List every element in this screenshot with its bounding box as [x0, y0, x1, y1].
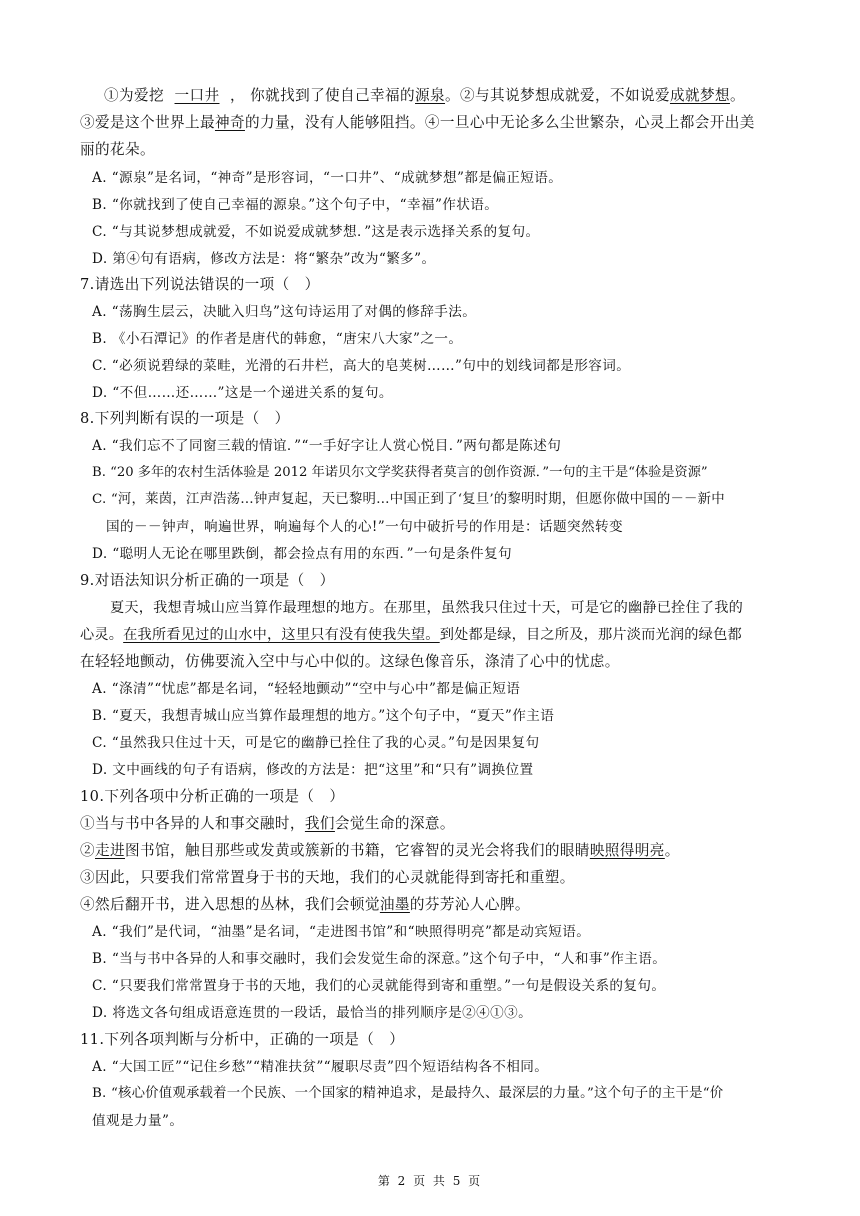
q10-sentence-1 [80, 814, 782, 834]
q9-underlined-sentence: 在我所看见过的山水中，这里只有没有使我失望。 [123, 627, 440, 643]
q7-option-d[interactable]: D. “不但……还……”这是一个递进关系的复句。 [92, 385, 393, 401]
page-number-footer: 第 2 页 共 5 页 [377, 1174, 483, 1188]
q10-option-c[interactable]: C. “只要我们常常置身于书的天地，我们的心灵就能得到寄和重塑。”一句是假设关系的复句。 [92, 978, 666, 994]
q9-option-b[interactable]: B. “夏天，我想青城山应当算作最理想的地方。”这个句子中，“夏天”作主语 [92, 708, 555, 724]
q6-passage-line-1 [104, 86, 784, 106]
q9-option-c[interactable]: C. “虽然我只住过十天，可是它的幽静已拴住了我的心灵。”句是因果复句 [92, 735, 540, 751]
q9-option-d[interactable]: D. 文中画线的句子有语病，修改的方法是：把“这里”和“只有”调换位置 [92, 762, 534, 778]
q6-text: 的力量，没有人能够阻挡。④一旦心中无论多么尘世繁杂，心灵上都会开出美 [244, 114, 755, 131]
q8-option-d[interactable]: D. “聪明人无论在哪里跌倒，都会捡点有用的东西．”一句是条件复句 [92, 546, 512, 562]
q11-option-b-line-2: 值观是力量”。 [92, 1113, 184, 1129]
q11-option-a[interactable]: A. “大国工匠”“记住乡愁”“精准扶贫”“履职尽责”四个短语结构各不相同。 [92, 1059, 549, 1075]
q6-option-c[interactable]: C. “与其说梦想成就爱，不如说爱成就梦想．”这是表示选择关系的复句。 [92, 224, 540, 240]
q8-option-c-line-2: 国的－－钟声，响遍世界，响遍每个人的心!”一句中破折号的作用是：话题突然转变 [106, 519, 623, 535]
q10-sentence-2 [80, 841, 782, 861]
q10-text: ①当与书中各异的人和事交融时， [80, 815, 305, 832]
q6-option-b[interactable]: B. “你就找到了使自己幸福的源泉。”这个句子中，“幸福”作状语。 [92, 197, 499, 213]
q11-stem: 11.下列各项判断与分析中，正确的一项是（ ） [80, 1031, 405, 1048]
q7-option-a[interactable]: A. “荡胸生层云，决眦入归鸟”这句诗运用了对偶的修辞手法。 [92, 304, 477, 320]
q10-text: ④然后翻开书，进入思想的丛林，我们会顿觉 [80, 896, 380, 913]
q8-option-a[interactable]: A. “我们忘不了同窗三载的情谊．”“一手好字让人赏心悦目．”两句都是陈述句 [92, 438, 562, 454]
q8-stem: 8.下列判断有误的一项是（ ） [80, 410, 290, 427]
q9-passage-line-1: 夏天，我想青城山应当算作最理想的地方。在那里，虽然我只住过十天，可是它的幽静已拴住了我的 [110, 600, 744, 616]
q10-sentence-4 [80, 895, 782, 915]
q6-underlined-word: 源泉 [415, 87, 446, 104]
q9-text: 心灵。 [80, 627, 124, 643]
q10-option-b[interactable]: B. “当与书中各异的人和事交融时，我们会发觉生命的深意。”这个句子中，“人和事”作主语。 [92, 951, 667, 967]
q6-option-d[interactable]: D. 第④句有语病，修改方法是：将“繁杂”改为“繁多”。 [92, 251, 436, 267]
q10-option-a[interactable]: A. “我们”是代词，“油墨”是名词，“走进图书馆”和“映照得明亮”都是动宾短语。 [92, 924, 591, 940]
q6-text: ③爱是这个世界上最 [80, 114, 215, 131]
q10-underlined-word: 我们 [304, 815, 335, 832]
q9-stem: 9.对语法知识分析正确的一项是（ ） [80, 572, 335, 589]
q9-passage-line-3: 在轻轻地颤动，仿佛要流入空中与心中似的。这绿色像音乐，涤清了心中的忧虑。 [80, 653, 620, 670]
q9-option-a[interactable]: A. “涤清”“忧虑”都是名词，“轻轻地颤动”“空中与心中”都是偏正短语 [92, 681, 521, 697]
q10-text: 的芬芳沁人心脾。 [409, 896, 530, 913]
q6-underlined-word: 成就梦想 [669, 87, 730, 104]
q7-option-b[interactable]: B. 《小石潭记》的作者是唐代的韩愈，“唐宋八大家”之一。 [92, 331, 463, 347]
q9-passage-line-2 [80, 625, 782, 645]
q9-text: 到处都是绿，目之所及，那片淡而光润的绿色都 [439, 627, 742, 643]
q6-text: ①为爱挖 [104, 87, 170, 104]
q10-text: 会觉生命的深意。 [334, 815, 455, 832]
q10-sentence-3: ③因此，只要我们常常置身于书的天地，我们的心灵就能得到寄托和重塑。 [80, 869, 575, 886]
q10-underlined-word: 油墨 [379, 896, 410, 913]
q10-option-d[interactable]: D. 将选文各句组成语意连贯的一段话，最恰当的排列顺序是②④①③。 [92, 1005, 533, 1021]
q10-text: 图书馆，触目那些或发黄或簇新的书籍，它睿智的灵光会将我们的眼睛 [125, 842, 590, 859]
q8-option-c-line-1[interactable]: C. “河，莱茵，江声浩荡…钟声复起，天已黎明…中国正到了‘复旦’的黎明时期，但愿你做中国的－－新中 [92, 492, 725, 507]
q6-text: ， 你就找到了使自己幸福的 [225, 87, 416, 104]
q10-stem: 10.下列各项中分析正确的一项是（ ） [80, 788, 345, 805]
q8-option-b[interactable]: B. “20 多年的农村生活体验是 2012 年诺贝尔文学奖获得者莫言的创作资源．”一句的主干是“体验是资源” [92, 465, 708, 480]
q7-option-c[interactable]: C. “必须说碧绿的菜畦，光滑的石井栏，高大的皂荚树……”句中的划线词都是形容词。 [92, 358, 631, 374]
q6-passage-line-3: 丽的花朵。 [80, 141, 155, 158]
q7-stem: 7.请选出下列说法错误的一项（ ） [80, 276, 320, 293]
q6-text: 。②与其说梦想成就爱，不如说爱 [445, 87, 670, 104]
q6-passage-line-2 [80, 113, 782, 133]
q6-underlined-word: 神奇 [214, 114, 245, 131]
q6-underlined-blank: 一口井 [174, 87, 220, 104]
q10-text: ② [80, 842, 95, 859]
q6-option-a[interactable]: A. “源泉”是名词，“神奇”是形容词，“一口井”、“成就梦想”都是偏正短语。 [92, 170, 563, 186]
q10-text: 。 [664, 842, 680, 859]
q10-underlined-word: 走进 [95, 842, 125, 859]
q11-option-b-line-1[interactable]: B. “核心价值观承载着一个民族、一个国家的精神追求，是最持久、最深层的力量。”这个句子的主干是“价 [92, 1086, 724, 1101]
q6-text: 。 [729, 87, 745, 104]
q10-underlined-word: 映照得明亮 [589, 842, 665, 859]
